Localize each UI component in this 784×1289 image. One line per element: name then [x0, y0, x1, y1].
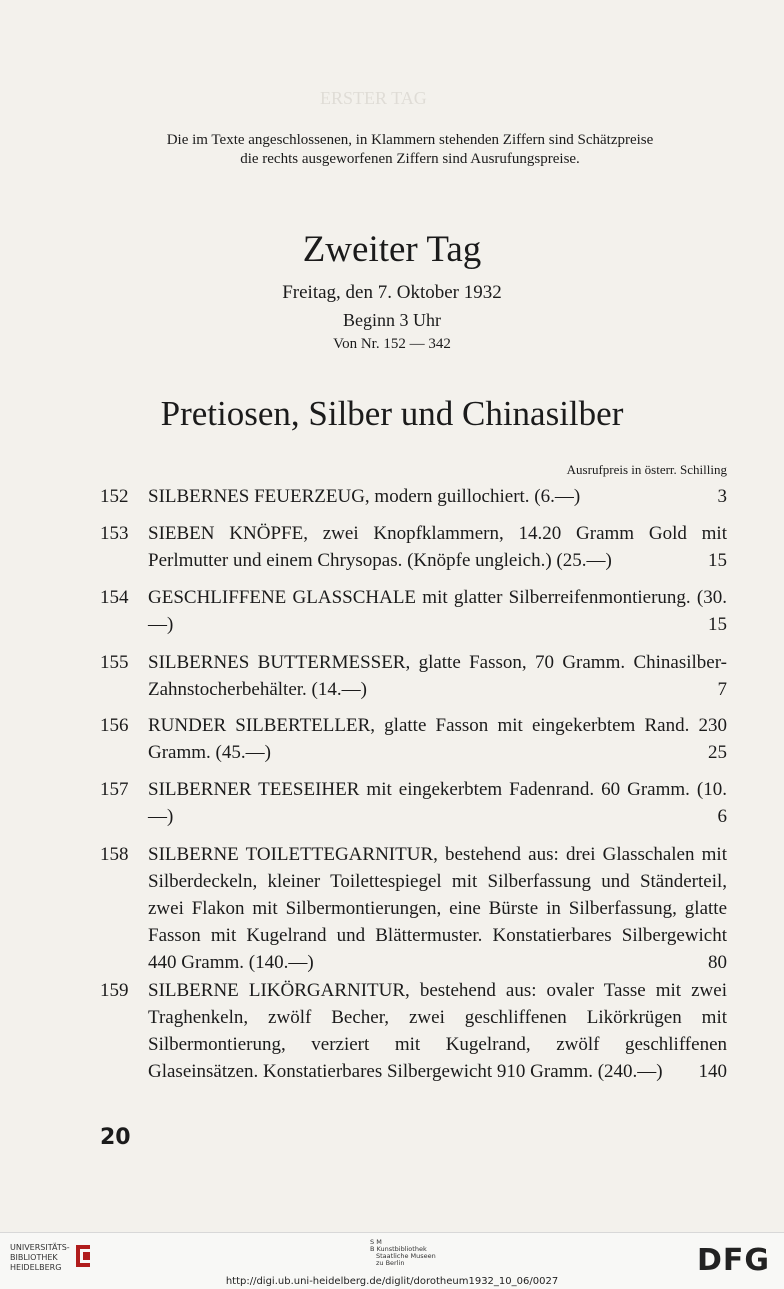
lot-number: 156 — [100, 715, 129, 736]
lot-price: 6 — [717, 806, 727, 827]
dfg-logo[interactable]: DFG — [696, 1243, 770, 1278]
viewer-footer — [0, 1232, 784, 1289]
sm-line-1: S M — [370, 1238, 382, 1246]
lot-price: 15 — [708, 550, 727, 571]
lot-description: SILBERNES FEUERZEUG, modern guillochiert. (6.—) — [148, 486, 581, 507]
lot-price: 25 — [708, 742, 727, 763]
notice-line-2: die rechts ausgeworfenen Ziffern sind Ausrufungspreise. — [240, 151, 580, 167]
section-title: Pretiosen, Silber und Chinasilber — [160, 394, 624, 433]
lot-number: 152 — [100, 486, 129, 507]
lot-number: 157 — [100, 779, 129, 800]
lot-number: 158 — [100, 844, 129, 865]
lot-description: SIEBEN KNÖPFE, zwei Knopfklammern, 14.20 Gramm Gold mit Perlmutter und einem Chrysopas. (Knöpfe ungleich.) (25.—) — [148, 523, 727, 571]
lot-price: 15 — [708, 614, 727, 635]
sm-line-2: B Kunstbibliothek — [370, 1245, 427, 1253]
lot-number: 159 — [100, 980, 129, 1001]
lot-description: SILBERNE LIKÖRGARNITUR, bestehend aus: ovaler Tasse mit zwei Traghenkeln, zwölf Becher, zwei geschliffenen Likörkrügen mit Silbermontierung, verziert mit Kugelrand, zwölf geschliffenen Glaseinsätzen. Konstatierbares Silbergewicht 910 Gramm. (240.—) — [148, 980, 727, 1082]
price-column-header: Ausrufpreis in österr. Schilling — [566, 462, 727, 477]
lot-price: 3 — [717, 486, 727, 507]
uni-line-3: HEIDELBERG — [10, 1263, 62, 1272]
lot-description: GESCHLIFFENE GLASSCHALE mit glatter Silberreifenmontierung. (30.—) — [148, 587, 727, 635]
lot-price: 7 — [717, 679, 727, 700]
lot-number: 155 — [100, 652, 129, 673]
lot-number: 154 — [100, 587, 129, 608]
lot-item — [100, 584, 727, 638]
lot-item — [100, 649, 727, 703]
sm-museum-logo[interactable] — [370, 1239, 436, 1267]
lot-item — [100, 841, 727, 976]
lot-description: SILBERNE TOILETTEGARNITUR, bestehend aus: drei Glasschalen mit Silberdeckeln, kleiner Toilettespiegel mit Silberfassung und Ständerteil, zwei Flakon mit Silbermontierungen, eine Bürste in Silberfassung, glatte Fasson mit Kugelrand und Blättermuster. Konstatierbares Silbergewicht 440 Gramm. (140.—) — [148, 844, 727, 973]
lot-price: 80 — [708, 952, 727, 973]
lot-item — [100, 712, 727, 766]
bleed-through-text: ERSTER TAG — [320, 88, 427, 108]
day-title: Zweiter Tag — [302, 229, 482, 270]
permalink-url[interactable]: http://digi.ub.uni-heidelberg.de/diglit/dorotheum1932_10_06/0027 — [225, 1276, 559, 1287]
lot-description: SILBERNER TEESEIHER mit eingekerbtem Fadenrand. 60 Gramm. (10.—) — [148, 779, 727, 827]
lot-range: Von Nr. 152 — 342 — [333, 336, 451, 352]
page-number: 20 — [100, 1125, 131, 1150]
lot-item — [100, 520, 727, 574]
lot-item — [100, 483, 727, 510]
day-date: Freitag, den 7. Oktober 1932 — [282, 282, 502, 303]
lot-number: 153 — [100, 523, 129, 544]
lot-price: 140 — [698, 1061, 727, 1082]
lot-item — [100, 977, 727, 1085]
sm-line-4: zu Berlin — [376, 1259, 405, 1267]
lot-description: RUNDER SILBERTELLER, glatte Fasson mit eingekerbtem Rand. 230 Gramm. (45.—) — [148, 715, 727, 763]
uni-line-2: BIBLIOTHEK — [10, 1253, 58, 1262]
notice — [60, 131, 760, 169]
university-library-label[interactable] — [10, 1243, 70, 1273]
university-logo-icon[interactable] — [72, 1241, 94, 1271]
day-time: Beginn 3 Uhr — [343, 310, 441, 330]
uni-line-1: UNIVERSITÄTS- — [10, 1243, 70, 1252]
sm-line-3: Staatliche Museen — [376, 1252, 436, 1260]
lot-item — [100, 776, 727, 830]
notice-line-1: Die im Texte angeschlossenen, in Klammern stehenden Ziffern sind Schätzpreise — [166, 132, 654, 148]
lot-description: SILBERNES BUTTERMESSER, glatte Fasson, 70 Gramm. Chinasilber-Zahnstocherbehälter. (14.—) — [148, 652, 727, 700]
